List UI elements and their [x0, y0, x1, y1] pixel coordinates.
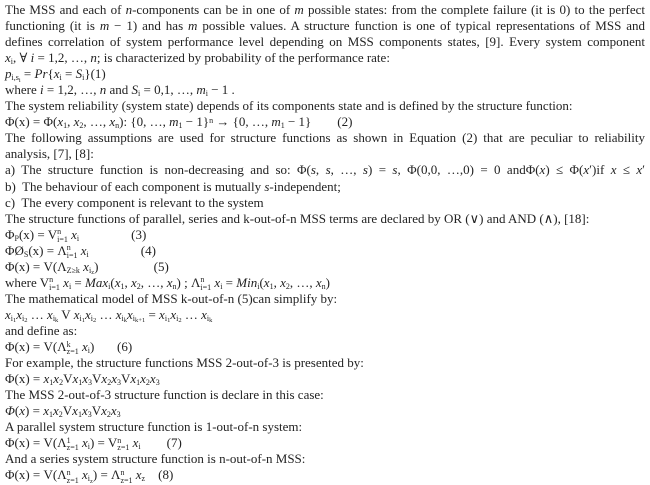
stacked-limits: n i=1: [57, 227, 68, 244]
text-line-6: where i = 1,2, …, n and $S_i = 0,1$, …, $m_i - 1$ .: [5, 82, 235, 99]
text-line-25: The MSS 2-out-of-3 structure function is declare in this case:: [5, 387, 324, 403]
stacked-limits: n z=1: [120, 467, 133, 485]
text-line-8: $\Phi(x) = \Phi(x_1$, $x_2$, …, $x_n$): {0, …, $m_1 - 1\}^n \to \{0$, …, $m_1 - 1$} (2): [5, 114, 353, 131]
text-line-15: $\Phi_P(x) = V$ n i=1 $x_i$ (3): [5, 226, 147, 244]
text-line-11: a) The structure function is non-decreasing and so: Φ(s, s, …, s) = s, Φ(0,0, …,0) = 0 andΦ(x) ≤ Φ(x′)if x ≤ x′: [5, 162, 646, 178]
text-line-24: $\Phi(x) = x_1x_2Vx_1x_3Vx_2x_3Vx_1x_2x_3$: [5, 371, 160, 387]
text-line-20: $x_{i_1}x_{i_2}$ … $x_{i_k}$ V $x_{i_1}x_{i_2}$ … $x_{i_k}x_{i_{k+1}} = x_{i_1}x_{i_2}$ … $x_{i_k}$: [5, 306, 213, 325]
text-line-5: $p_{i,s_i} = Pr\{x_i = S_i\}(1)$: [5, 66, 106, 84]
text-line-10: analysis, [7], [8]:: [5, 146, 94, 162]
text-line-4: $x_i$, ∀ i = 1,2, …, n; is characterized by probability of the performance rate:: [5, 50, 390, 67]
stacked-limits: n i=1: [66, 243, 78, 260]
text-line-28: Φ(x) = V(Λ 1 z=1 $x_i) = V$ n z=1 $x_i$ (7): [5, 435, 182, 453]
text-line-3: defines correlation of system performance level depending on MSS components states, [9]. Every system component: [5, 34, 645, 50]
text-line-19: The mathematical model of MSS k-out-of-n (5)can simplify by:: [5, 290, 338, 306]
text-line-16: $\Phi Ø_S(x) = \Lambda$ n i=1 $x_i$ (4): [5, 242, 156, 260]
text-line-2: functioning (it is m − 1) and has m possible values. A structure function is one of typical representations of MSS and: [5, 18, 645, 34]
text-line-12: b) The behaviour of each component is mutually s-independent;: [5, 178, 341, 194]
stacked-limits: n z=1: [117, 435, 130, 453]
text-line-7: The system reliability (system state) depends of its components state and is defined by the structure function:: [5, 98, 573, 114]
stacked-limits: n z=1: [66, 467, 79, 485]
text-line-21: and define as:: [5, 322, 78, 338]
text-line-22: Φ(x) = V(Λ k z=1 $x_i$) (6): [5, 338, 133, 357]
stacked-limits: n i=1: [200, 275, 212, 292]
text-line-1: The MSS and each of n-components can be in one of m possible states: from the complete failure (it is 0) to the perfect: [5, 2, 646, 17]
stacked-limits: k z=1: [66, 339, 79, 357]
text-line-14: The structure functions of parallel, series and k-out-of-n MSS terms are declared by OR (∨) and AND (∧), [18]:: [5, 210, 590, 226]
text-line-23: For example, the structure functions MSS 2-out-of-3 is presented by:: [5, 355, 364, 371]
text-line-27: A parallel system structure function is 1-out-of-n system:: [5, 419, 303, 435]
text-line-18: where V n i=1 $x_i = Max_i(x_1$, $x_2$, …, $x_n$) ; Λ n i=1 $x_i = Min_i(x_1$, $x_2$, …, $x_n$): [5, 274, 330, 292]
text-line-9: The following assumptions are used for structure functions as shown in Equation (2) that are peculiar to reliability: [5, 130, 645, 146]
text-line-29: And a series system structure function is n-out-of-n MSS:: [5, 451, 306, 467]
text-line-13: c) The every component is relevant to the system: [5, 194, 264, 210]
stacked-limits: 1 z=1: [66, 435, 79, 453]
text-line-26: $\Phi(x) = x_1x_2Vx_1x_3Vx_2x_3$: [5, 403, 121, 420]
stacked-limits: n i=1: [49, 275, 60, 292]
text-line-17: $\Phi(x) = V(\Lambda_{Z\ge k}$ $x_{i_z}$) (5): [5, 258, 169, 277]
text-line-30: Φ(x) = V(Λ n z=1 $x_{i_z}) = \Lambda$ n z=1 $x_z$ (8): [5, 467, 174, 485]
